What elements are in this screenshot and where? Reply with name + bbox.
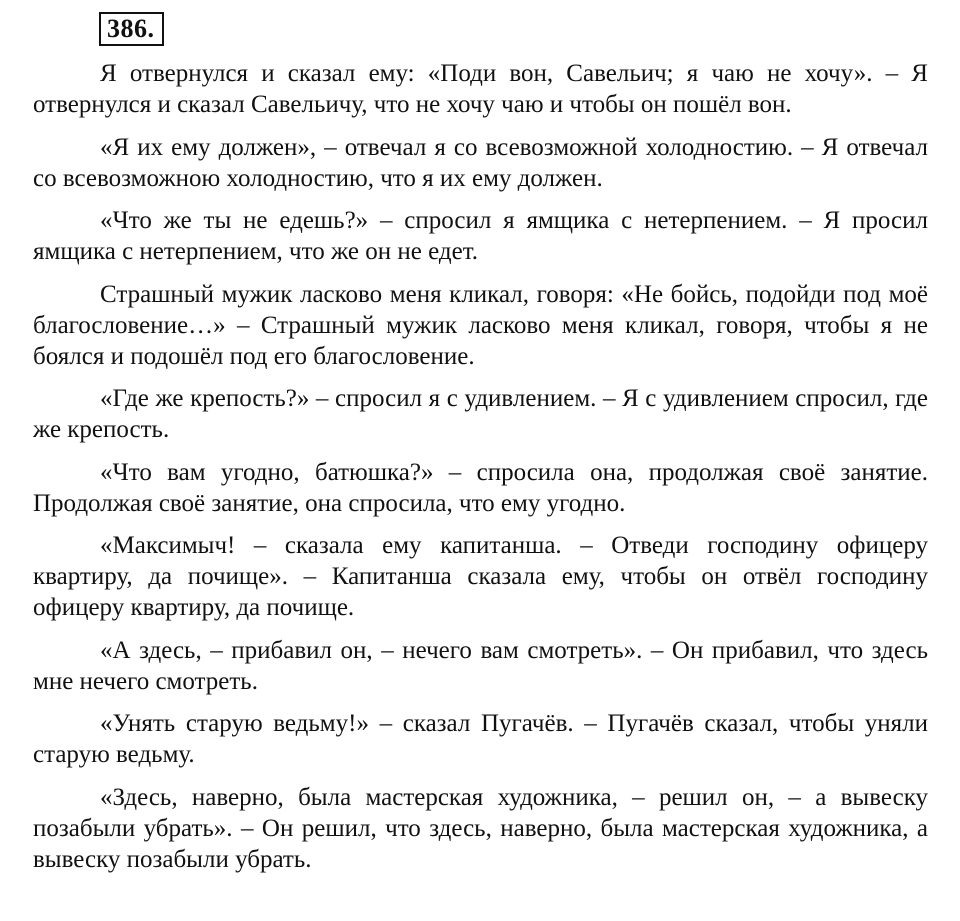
- paragraph: «Я их ему должен», – отвечал я со всевозможной холодностию. – Я отвечал со всевозможною холодностию, что я их ему должен.: [33, 133, 928, 192]
- document-page: [33, 12, 928, 886]
- paragraph: Я отвернулся и сказал ему: «Поди вон, Савельич; я чаю не хочу». – Я отвернулся и сказал Савельичу, что не хочу чаю и чтобы он пошёл вон.: [33, 60, 928, 118]
- paragraph: Страшный мужик ласково меня кликал, говоря: «Не бойсь, подойди под моё благословение…» – Страшный мужик ласково меня кликал, говоря, чтобы я не боялся и подошёл под его благословение.: [33, 280, 928, 370]
- paragraph: «Что же ты не едешь?» – спросил я ямщика с нетерпением. – Я просил ямщика с нетерпением, что же он не едет.: [33, 207, 928, 265]
- paragraph-list: [33, 58, 928, 875]
- paragraph: «Где же крепость?» – спросил я с удивлением. – Я с удивлением спросил, где же крепость.: [33, 385, 928, 443]
- paragraph: «Максимыч! – сказала ему капитанша. – Отведи господину офицеру квартиру, да почище». – Капитанша сказала ему, чтобы он отвёл господину офицеру квартиру, да почище.: [33, 532, 928, 621]
- paragraph: «Что вам угодно, батюшка?» – спросила она, продолжая своё занятие. Продолжая своё занятие, она спросила, что ему угодно.: [33, 458, 928, 517]
- exercise-number: 386.: [99, 12, 164, 46]
- paragraph: «Здесь, наверно, была мастерская художника, – решил он, – а вывеску позабыли убрать». – Он решил, что здесь, наверно, была мастерская художника, а вывеску позабыли убрать.: [33, 783, 928, 873]
- paragraph: «А здесь, – прибавил он, – нечего вам смотреть». – Он прибавил, что здесь мне нечего смотреть.: [33, 636, 928, 695]
- paragraph: «Унять старую ведьму!» – сказал Пугачёв. – Пугачёв сказал, чтобы уняли старую ведьму.: [33, 710, 928, 768]
